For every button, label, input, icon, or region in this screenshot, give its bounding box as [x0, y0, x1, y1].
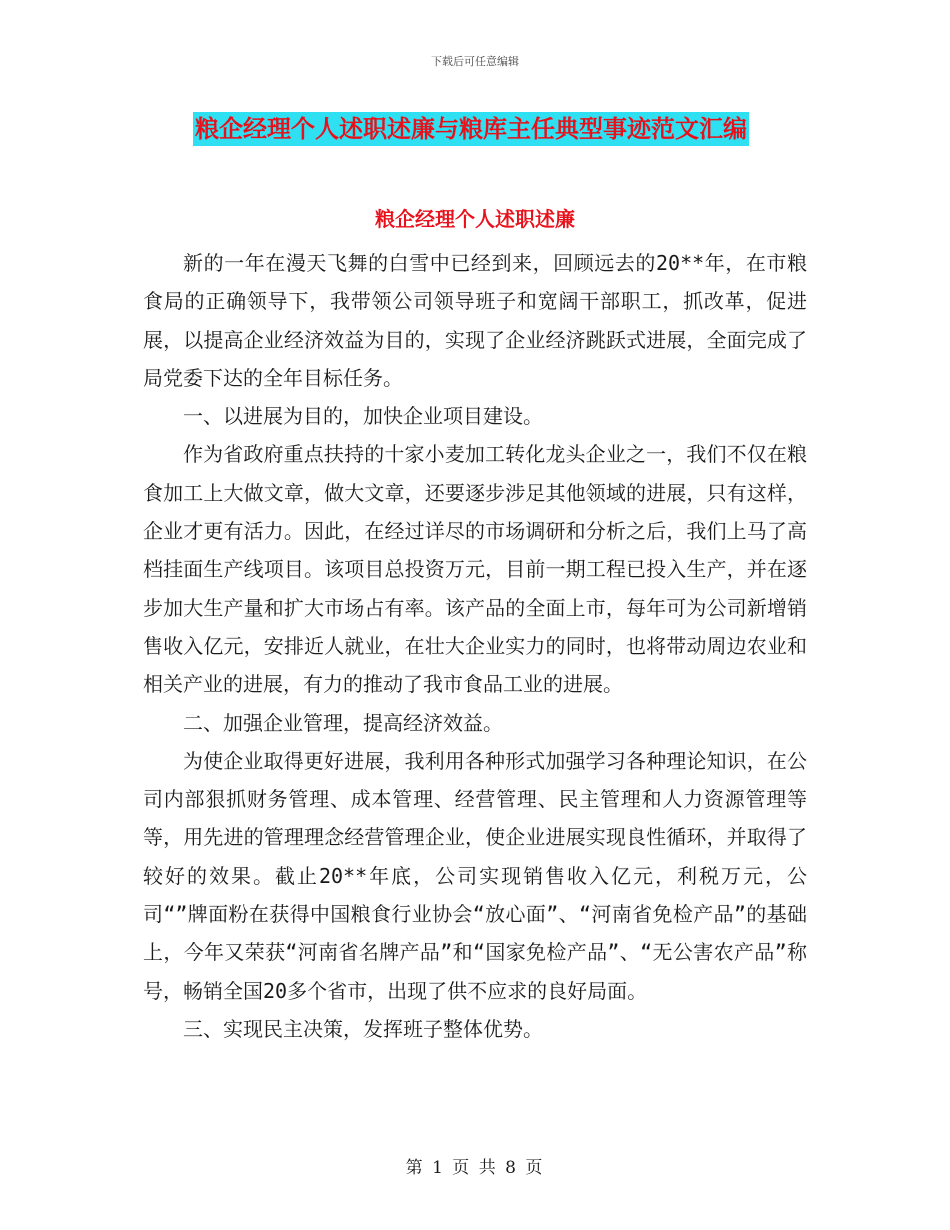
page-number: 第 1 页 共 8 页	[405, 1158, 545, 1178]
document-body	[143, 244, 807, 1048]
paragraph-intro: 新的一年在漫天飞舞的白雪中已经到来，回顾远去的20**年，在市粮食局的正确领导下，我带领公司领导班子和宽阔干部职工，抓改革，促进展，以提高企业经济效益为目的，实现了企业经济跳跃式进展，全面完成了局党委下达的全年目标任务。	[143, 251, 807, 390]
paragraph-heading-2: 二、加强企业管理，提高经济效益。	[183, 710, 503, 735]
document-title: 粮企经理个人述职述廉与粮库主任典型事迹范文汇编	[193, 112, 749, 146]
paragraph-heading-1: 一、以进展为目的，加快企业项目建设。	[183, 404, 543, 429]
paragraph-management: 为使企业取得更好进展，我利用各种形式加强学习各种理论知识，在公司内部狠抓财务管理、成本管理、经营管理、民主管理和人力资源管理等等，用先进的管理理念经营管理企业，使企业进展实现良性循环，并取得了较好的效果。截止20**年底，公司实现销售收入亿元，利税万元，公司“”牌面粉在获得中国粮食行业协会“放心面”、“河南省免检产品”的基础上，今年又荣获“河南省名牌产品”和“国家免检产品”、“无公害农产品”称号，畅销全国20多个省市，出现了供不应求的良好局面。	[143, 748, 807, 1003]
header-note: 下载后可任意编辑	[431, 55, 519, 68]
section-title: 粮企经理个人述职述廉	[375, 207, 575, 231]
paragraph-heading-3: 三、实现民主决策，发挥班子整体优势。	[183, 1016, 543, 1041]
paragraph-project: 作为省政府重点扶持的十家小麦加工转化龙头企业之一，我们不仅在粮食加工上大做文章，做大文章，还要逐步涉足其他领域的进展，只有这样，企业才更有活力。因此，在经过详尽的市场调研和分析之后，我们上马了高档挂面生产线项目。该项目总投资万元，目前一期工程已投入生产，并在逐步加大生产量和扩大市场占有率。该产品的全面上市，每年可为公司新增销售收入亿元，安排近人就业，在壮大企业实力的同时，也将带动周边农业和相关产业的进展，有力的推动了我市食品工业的进展。	[143, 442, 807, 697]
